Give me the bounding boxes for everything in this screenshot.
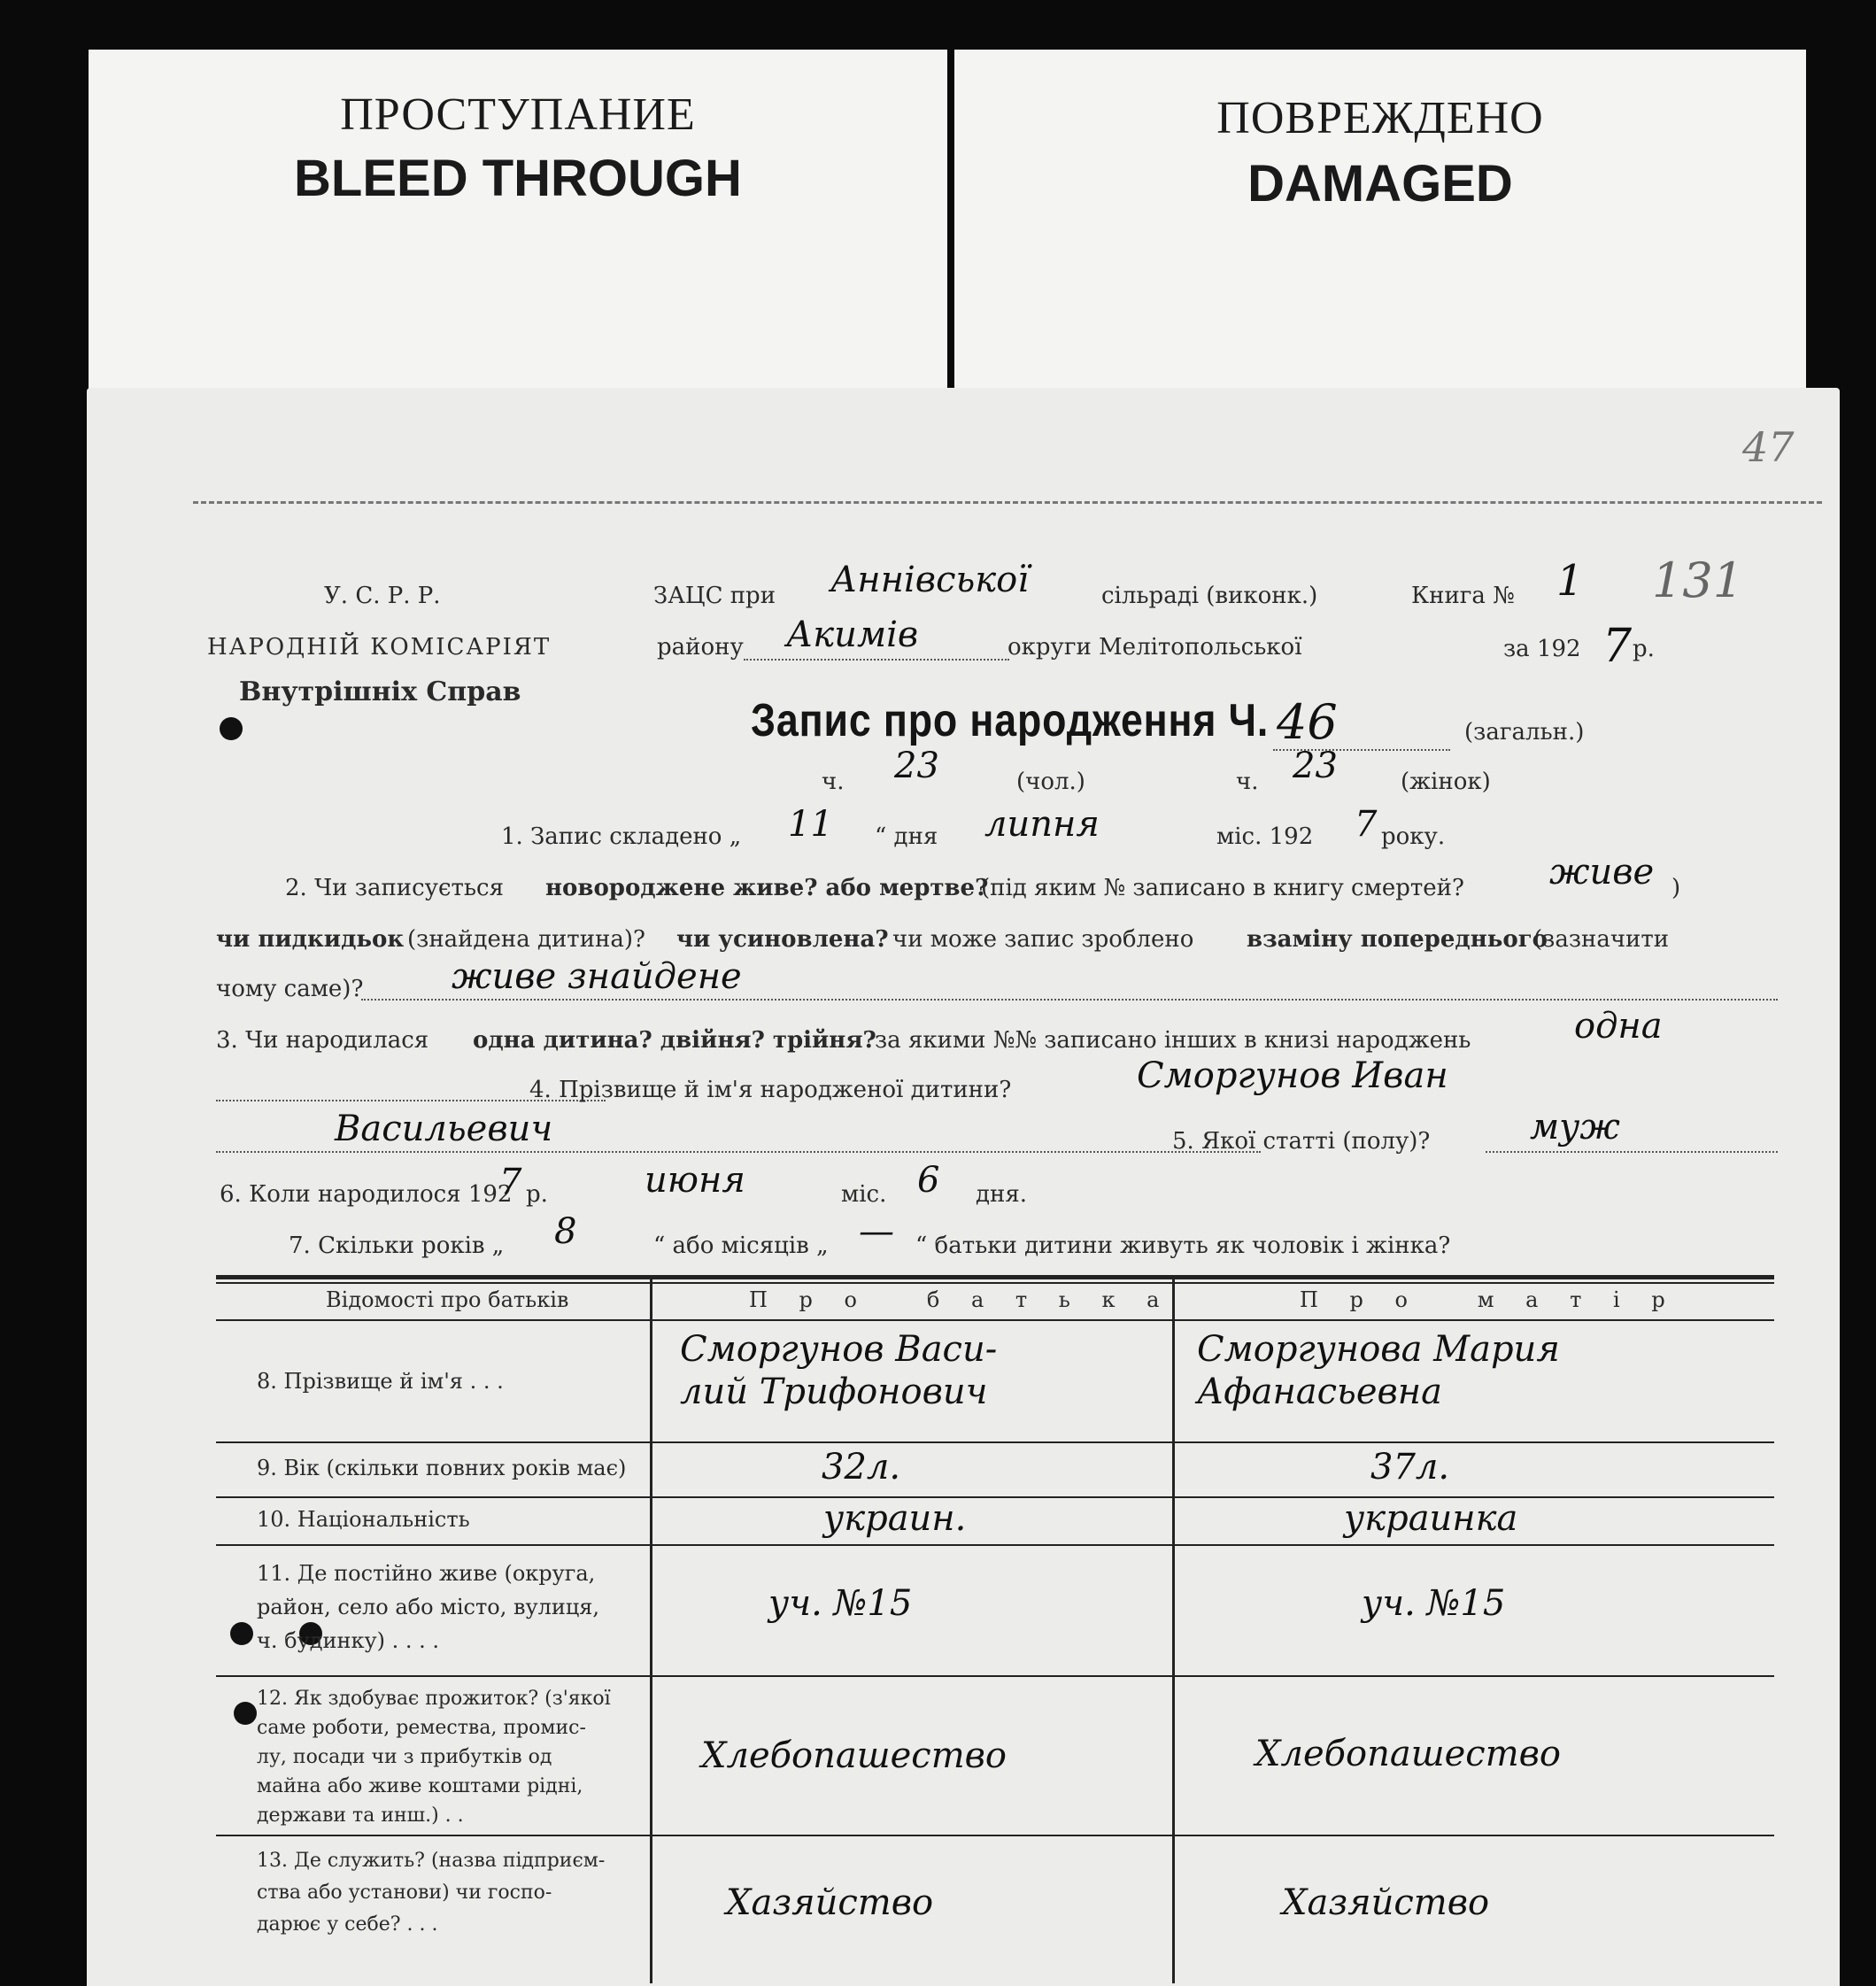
row-11-label: 11. Де постійно живе (округа, район, село або місто, вулиця, ч. будинку) . . . . — [257, 1561, 600, 1653]
q1-a: 1. Запис складено „ — [501, 823, 742, 850]
rayon-handwritten: Акимів — [786, 614, 919, 655]
row-8-father: Сморгунов Васи- лий Трифонович — [680, 1329, 998, 1412]
q2-line2f: (зазначити — [1533, 926, 1670, 953]
birth-record-page — [87, 388, 1840, 1986]
bleed-through-en: BLEED THROUGH — [294, 150, 742, 207]
row-rule — [216, 1496, 1774, 1498]
internal-affairs-label: Внутрішніх Справ — [239, 676, 521, 707]
row-rule — [216, 1441, 1774, 1443]
q5-answer: муж — [1530, 1107, 1620, 1148]
q3-c: за якими №№ записано інших в книзі народжень — [875, 1027, 1471, 1054]
q1-day: 11 — [788, 804, 833, 845]
table-col-divider-2 — [1172, 1275, 1175, 1983]
damaged-card — [954, 50, 1806, 404]
table-head-father: П р о б а т ь к а — [749, 1287, 1172, 1312]
q1-month: липня — [984, 804, 1100, 845]
q1-c: міс. 192 — [1216, 823, 1314, 850]
page-number: 47 — [1742, 423, 1795, 471]
q2-line2c: чи усиновлена? — [676, 926, 889, 953]
male-label: (чол.) — [1016, 769, 1085, 795]
table-head-info: Відомості про батьків — [326, 1287, 569, 1312]
q2-b: новороджене живе? або мертве? — [545, 875, 989, 901]
year-label: за 192 — [1503, 636, 1581, 662]
zags-prefix: ЗАЦС при — [653, 583, 776, 609]
q6-c: міс. — [841, 1181, 887, 1208]
q7-b: “ або місяців „ — [653, 1233, 829, 1259]
row-12-father: Хлебопашество — [701, 1735, 1007, 1776]
q3-b: одна дитина? двійня? трійня? — [473, 1027, 876, 1054]
q2-line3a: чому саме)? — [216, 976, 364, 1002]
q3-a: 3. Чи народилася — [216, 1027, 429, 1054]
book-label: Книга № — [1411, 583, 1515, 609]
row-11-father: уч. №15 — [768, 1583, 913, 1624]
table-top-rule — [216, 1275, 1774, 1279]
q7-years: 8 — [554, 1211, 577, 1252]
row-9-father: 32л. — [822, 1447, 901, 1488]
book-number: 1 — [1556, 556, 1584, 606]
q2-line3-answer: живе знайдене — [452, 956, 742, 997]
ch-label-1: ч. — [822, 769, 845, 795]
q2-a: 2. Чи записується — [285, 875, 505, 901]
book-number-2: 131 — [1652, 553, 1744, 608]
row-12-mother: Хлебопашество — [1255, 1734, 1561, 1774]
q2-line2d: чи може запис зроблено — [892, 926, 1194, 953]
q5-rule — [1486, 1151, 1778, 1153]
q4-label: 4. Прізвище й ім'я народженої дитини? — [529, 1077, 1012, 1103]
ch-label-2: ч. — [1236, 769, 1259, 795]
punch-hole — [230, 1622, 253, 1645]
punch-hole — [234, 1702, 257, 1725]
damaged-en: DAMAGED — [1247, 155, 1513, 213]
q2-line3-rule — [361, 999, 1778, 1001]
rayon-line — [744, 659, 1009, 661]
table-top-rule-2 — [216, 1282, 1774, 1284]
q6-day: 6 — [917, 1160, 940, 1201]
q2-d: ) — [1671, 875, 1681, 901]
male-count: 23 — [894, 746, 939, 786]
female-label: (жінок) — [1401, 769, 1491, 795]
perforation-line — [193, 501, 1822, 504]
row-10-father: украин. — [823, 1498, 967, 1539]
q6-a: 6. Коли народилося 192 — [220, 1181, 513, 1208]
q1-year: 7 — [1355, 804, 1378, 845]
female-count: 23 — [1293, 746, 1338, 786]
q2-line2a: чи пидкидьок — [216, 926, 405, 953]
village-handwritten: Аннівської — [830, 560, 1030, 600]
q7-months: — — [859, 1211, 894, 1252]
row-13-father: Хазяйство — [726, 1882, 934, 1923]
damaged-ru: ПОВРЕЖДЕНО — [1216, 93, 1544, 143]
okrug-label: округи Мелітопольської — [1007, 634, 1302, 661]
q4-rule — [216, 1151, 1261, 1153]
record-number: 46 — [1277, 694, 1338, 750]
zags-suffix: сільраді (виконк.) — [1101, 583, 1318, 609]
row-rule — [216, 1544, 1774, 1546]
row-rule — [216, 1675, 1774, 1677]
year-suffix: р. — [1633, 636, 1655, 662]
row-9-mother: 37л. — [1370, 1447, 1450, 1488]
punch-hole — [220, 717, 243, 740]
q4-answer: Сморгунов Иван — [1137, 1055, 1448, 1096]
q2-c: (під яким № записано в книгу смертей? — [981, 875, 1464, 901]
row-13-label: 13. Де служить? (назва підприєм- ства або установи) чи госпо- дарює у себе? . . . — [257, 1850, 606, 1936]
q1-b: “ дня — [875, 823, 938, 850]
row-8-label: 8. Прізвище й ім'я . . . — [257, 1369, 504, 1394]
q2-line2b: (знайдена дитина)? — [407, 926, 645, 953]
row-13-mother: Хазяйство — [1282, 1882, 1490, 1923]
table-head-rule — [216, 1319, 1774, 1321]
row-10-mother: украинка — [1344, 1498, 1518, 1539]
q4-answer-2: Васильевич — [335, 1109, 553, 1149]
q2-line2e: взаміну попереднього — [1247, 926, 1548, 953]
bleed-through-card — [89, 50, 947, 404]
q1-d: року. — [1381, 823, 1446, 850]
commissariat-label: НАРОДНІЙ КОМІСАРІЯТ — [207, 634, 552, 661]
table-col-divider-1 — [650, 1275, 652, 1983]
q3-answer: одна — [1574, 1006, 1663, 1047]
bleed-through-ru: ПРОСТУПАНИЕ — [340, 89, 696, 140]
row-12-label: 12. Як здобуває прожиток? (з'якої саме роботи, ремества, промис- лу, посади чи з прибутків од майна або живе коштами рідні, держави та инш.) . . — [257, 1688, 611, 1827]
row-rule — [216, 1835, 1774, 1836]
row-8-mother: Сморгунова Мария Афанасьевна — [1197, 1329, 1560, 1412]
q7-c: “ батьки дитини живуть як чоловік і жінка? — [915, 1233, 1451, 1259]
q6-year: 7 — [499, 1162, 522, 1202]
total-label: (загальн.) — [1464, 719, 1585, 746]
table-head-mother: П р о м а т і р — [1300, 1287, 1678, 1312]
rayon-label: району — [657, 634, 744, 661]
q6-d: дня. — [976, 1181, 1028, 1208]
q5-label: 5. Якої статті (полу)? — [1172, 1128, 1431, 1155]
row-9-label: 9. Вік (скільки повних років має) — [257, 1456, 627, 1480]
row-11-mother: уч. №15 — [1362, 1583, 1506, 1624]
q7-a: 7. Скільки років „ — [289, 1233, 505, 1259]
record-title: Запис про народження Ч. — [751, 695, 1270, 746]
q2-answer: живе — [1549, 852, 1655, 893]
row-10-label: 10. Національність — [257, 1507, 470, 1532]
year-handwritten: 7 — [1602, 620, 1633, 673]
q6-month: июня — [645, 1160, 745, 1201]
q6-b: р. — [526, 1181, 548, 1208]
ussr-label: У. С. Р. Р. — [324, 583, 441, 609]
